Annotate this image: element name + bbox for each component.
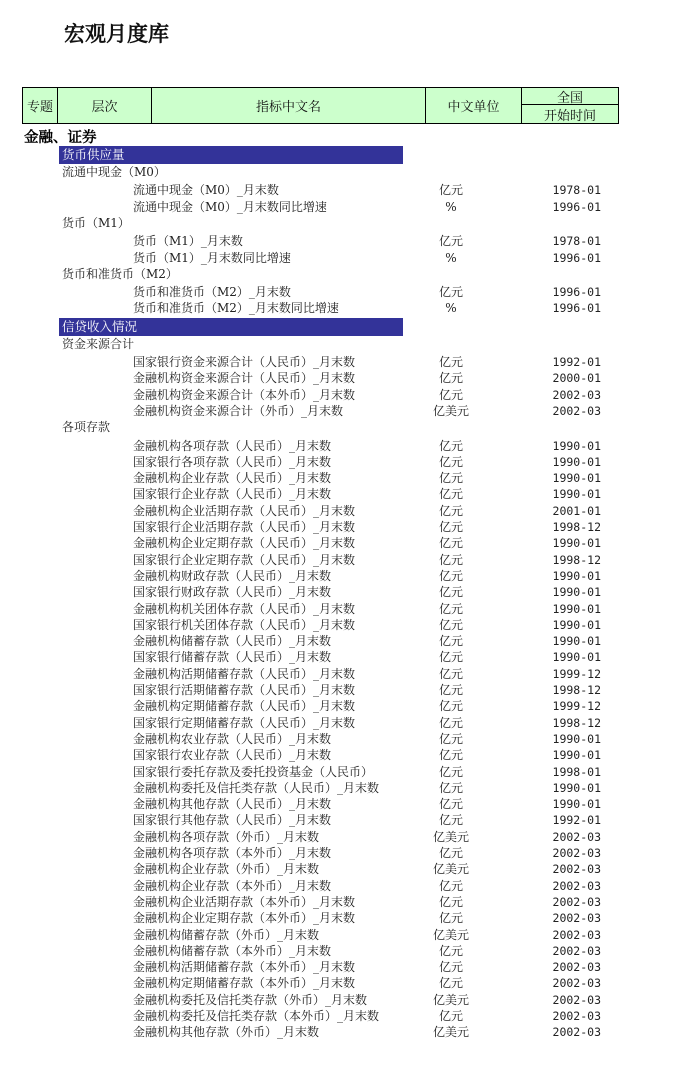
- indicator-name: 货币和准货币（M2）_月末数同比增速: [133, 301, 339, 316]
- table-row: [0, 682, 700, 698]
- indicator-unit: 亿元: [438, 650, 463, 665]
- group-row: [0, 215, 700, 231]
- indicator-start-date: 1990-01: [552, 650, 601, 665]
- indicator-unit: 亿元: [438, 520, 463, 534]
- group-row: [0, 336, 700, 352]
- indicator-name: 国家银行其他存款（人民币）_月末数: [133, 813, 332, 828]
- indicator-start-date: 1999-12: [552, 699, 601, 714]
- indicator-start-date: 1999-12: [552, 666, 601, 681]
- indicator-name: 国家银行农业存款（人民币）_月末数: [133, 748, 332, 763]
- indicator-start-date: 2002-03: [552, 927, 601, 942]
- indicator-start-date: 1996-01: [552, 250, 601, 265]
- table-row: [0, 1024, 700, 1040]
- indicator-name: 国家银行财政存款（人民币）_月末数: [133, 585, 332, 600]
- table-row: [0, 519, 700, 535]
- indicator-start-date: 1990-01: [552, 617, 601, 632]
- header-level: 层次: [58, 88, 152, 123]
- table-row: [0, 894, 700, 910]
- indicator-unit: 亿元: [438, 911, 463, 926]
- table-row: [0, 992, 700, 1008]
- table-row: [0, 747, 700, 763]
- indicator-unit: 亿美元: [432, 829, 469, 844]
- indicator-start-date: 2002-03: [552, 403, 601, 418]
- group-label: 货币（M1）: [62, 215, 130, 230]
- indicator-name: 金融机构活期储蓄存款（本外币）_月末数: [133, 960, 356, 975]
- indicator-name: 国家银行各项存款（人民币）_月末数: [133, 454, 332, 469]
- indicator-unit: 亿元: [438, 731, 463, 746]
- column-header: [22, 87, 619, 124]
- indicator-unit: 亿元: [438, 355, 463, 369]
- table-row: [0, 633, 700, 649]
- indicator-unit: 亿美元: [432, 1025, 469, 1040]
- table-row: [0, 715, 700, 731]
- table-row: [0, 284, 700, 300]
- indicator-start-date: 1992-01: [552, 355, 601, 369]
- indicator-start-date: 2002-03: [552, 976, 601, 991]
- group-label: 货币和准货币（M2）: [62, 266, 178, 281]
- page-title: 宏观月度库: [64, 22, 169, 46]
- indicator-unit: 亿元: [438, 585, 463, 600]
- indicator-start-date: 1990-01: [552, 634, 601, 649]
- indicator-unit: 亿美元: [432, 927, 469, 942]
- group-label: 资金来源合计: [62, 336, 135, 351]
- table-row: [0, 250, 700, 266]
- indicator-start-date: 1978-01: [552, 234, 601, 249]
- indicator-start-date: 1990-01: [552, 471, 601, 486]
- table-row: [0, 300, 700, 316]
- indicator-start-date: 2002-03: [552, 829, 601, 844]
- indicator-unit: 亿美元: [432, 992, 469, 1007]
- section-title: 金融、证券: [24, 130, 97, 146]
- table-row: [0, 812, 700, 828]
- indicator-name: 国家银行企业存款（人民币）_月末数: [133, 487, 332, 502]
- table-row: [0, 878, 700, 894]
- indicator-name: 金融机构企业存款（人民币）_月末数: [133, 471, 332, 486]
- indicator-start-date: 2002-03: [552, 846, 601, 860]
- indicator-start-date: 1998-12: [552, 715, 601, 730]
- table-row: [0, 486, 700, 502]
- indicator-start-date: 2002-03: [552, 911, 601, 926]
- indicator-name: 货币（M1）_月末数同比增速: [133, 250, 291, 265]
- indicator-name: 金融机构资金来源合计（人民币）_月末数: [133, 371, 356, 386]
- indicator-unit: 亿元: [438, 387, 463, 402]
- indicator-unit: 亿元: [438, 797, 463, 812]
- indicator-unit: 亿元: [438, 371, 463, 386]
- header-topic: 专题: [23, 88, 58, 123]
- indicator-start-date: 1998-12: [552, 552, 601, 567]
- indicator-start-date: 1992-01: [552, 813, 601, 828]
- table-row: [0, 387, 700, 403]
- indicator-name: 金融机构储蓄存款（外币）_月末数: [133, 927, 320, 942]
- indicator-start-date: 2002-03: [552, 1009, 601, 1023]
- table-row: [0, 354, 700, 370]
- indicator-unit: 亿元: [438, 568, 463, 583]
- table-row: [0, 943, 700, 959]
- indicator-unit: 亿元: [438, 894, 463, 909]
- indicator-name: 货币（M1）_月末数: [133, 234, 243, 249]
- indicator-unit: 亿元: [438, 552, 463, 567]
- indicator-start-date: 1996-01: [552, 301, 601, 316]
- table-row: [0, 438, 700, 454]
- indicator-unit: 亿元: [438, 943, 463, 958]
- table-row: [0, 829, 700, 845]
- indicator-unit: 亿元: [438, 601, 463, 616]
- table-row: [0, 1008, 700, 1024]
- table-row: [0, 403, 700, 419]
- table-row: [0, 470, 700, 486]
- indicator-name: 金融机构农业存款（人民币）_月末数: [133, 731, 332, 746]
- indicator-unit: 亿元: [438, 715, 463, 730]
- indicator-unit: 亿元: [438, 503, 463, 518]
- indicator-name: 金融机构机关团体存款（人民币）_月末数: [133, 601, 356, 616]
- table-row: [0, 370, 700, 386]
- indicator-unit: 亿元: [438, 634, 463, 649]
- indicator-unit: %: [445, 301, 457, 316]
- indicator-name: 金融机构资金来源合计（本外币）_月末数: [133, 387, 356, 402]
- table-row: [0, 861, 700, 877]
- indicator-start-date: 1990-01: [552, 780, 601, 795]
- indicator-unit: 亿元: [438, 285, 463, 300]
- indicator-start-date: 2002-03: [552, 992, 601, 1007]
- indicator-name: 金融机构其他存款（外币）_月末数: [133, 1025, 320, 1040]
- indicator-start-date: 2002-03: [552, 960, 601, 975]
- table-row: [0, 845, 700, 861]
- indicator-name: 金融机构储蓄存款（本外币）_月末数: [133, 943, 332, 958]
- header-start: 开始时间: [543, 108, 596, 124]
- indicator-unit: 亿元: [438, 234, 463, 249]
- indicator-name: 货币和准货币（M2）_月末数: [133, 285, 291, 300]
- indicator-name: 金融机构委托及信托类存款（人民币）_月末数: [133, 780, 380, 795]
- indicator-name: 金融机构各项存款（外币）_月末数: [133, 829, 320, 844]
- indicator-unit: 亿元: [438, 976, 463, 991]
- indicator-start-date: 2002-03: [552, 862, 601, 877]
- indicator-start-date: 2001-01: [552, 503, 601, 518]
- indicator-start-date: 2002-03: [552, 1025, 601, 1040]
- indicator-name: 金融机构企业定期存款（人民币）_月末数: [133, 536, 356, 551]
- indicator-start-date: 1978-01: [552, 183, 601, 198]
- indicator-start-date: 2002-03: [552, 894, 601, 909]
- table-row: [0, 959, 700, 975]
- group-row: [0, 266, 700, 282]
- indicator-start-date: 1990-01: [552, 797, 601, 812]
- table-row: [0, 568, 700, 584]
- indicator-start-date: 2000-01: [552, 371, 601, 386]
- indicator-name: 金融机构企业存款（本外币）_月末数: [133, 878, 332, 893]
- table-row: [0, 927, 700, 943]
- indicator-name: 流通中现金（M0）_月末数同比增速: [133, 199, 327, 214]
- indicator-unit: 亿元: [438, 764, 463, 779]
- table-row: [0, 601, 700, 617]
- indicator-unit: 亿元: [438, 699, 463, 714]
- indicator-unit: 亿元: [438, 683, 463, 697]
- table-row: [0, 535, 700, 551]
- indicator-name: 金融机构财政存款（人民币）_月末数: [133, 568, 332, 583]
- indicator-unit: 亿元: [438, 748, 463, 763]
- indicator-name: 金融机构各项存款（本外币）_月末数: [133, 846, 332, 860]
- indicator-name: 金融机构企业存款（外币）_月末数: [133, 862, 320, 877]
- table-row: [0, 584, 700, 600]
- indicator-unit: 亿元: [438, 471, 463, 486]
- indicator-unit: 亿元: [438, 846, 463, 860]
- table-row: [0, 780, 700, 796]
- indicator-name: 国家银行企业活期存款（人民币）_月末数: [133, 520, 356, 534]
- indicator-start-date: 1996-01: [552, 285, 601, 300]
- indicator-unit: 亿元: [438, 487, 463, 502]
- indicator-unit: 亿元: [438, 183, 463, 198]
- indicator-unit: 亿元: [438, 438, 463, 453]
- indicator-name: 国家银行委托存款及委托投资基金（人民币）: [133, 764, 374, 779]
- indicator-name: 金融机构资金来源合计（外币）_月末数: [133, 403, 344, 418]
- table-row: [0, 649, 700, 665]
- group-label: 流通中现金（M0）: [62, 165, 166, 179]
- indicator-start-date: 1990-01: [552, 748, 601, 763]
- indicator-unit: %: [445, 250, 457, 265]
- indicator-name: 金融机构企业定期存款（本外币）_月末数: [133, 911, 356, 926]
- indicator-unit: 亿美元: [432, 862, 469, 877]
- indicator-name: 流通中现金（M0）_月末数: [133, 183, 279, 198]
- indicator-unit: 亿元: [438, 780, 463, 795]
- subsection-header: 信贷收入情况: [59, 318, 403, 336]
- indicator-name: 金融机构委托及信托类存款（外币）_月末数: [133, 992, 368, 1007]
- indicator-unit: 亿元: [438, 1009, 463, 1023]
- indicator-start-date: 1990-01: [552, 536, 601, 551]
- table-row: [0, 233, 700, 249]
- indicator-unit: 亿元: [438, 878, 463, 893]
- indicator-name: 金融机构其他存款（人民币）_月末数: [133, 797, 332, 812]
- indicator-name: 金融机构定期储蓄存款（人民币）_月末数: [133, 699, 356, 714]
- table-row: [0, 617, 700, 633]
- table-row: [0, 910, 700, 926]
- table-row: [0, 182, 700, 198]
- indicator-start-date: 1990-01: [552, 487, 601, 502]
- header-region: 全国: [522, 88, 618, 105]
- group-label: 各项存款: [62, 420, 111, 435]
- table-row: [0, 796, 700, 812]
- indicator-start-date: 1990-01: [552, 454, 601, 469]
- indicator-unit: 亿元: [438, 617, 463, 632]
- indicator-name: 国家银行企业定期存款（人民币）_月末数: [133, 552, 356, 567]
- indicator-name: 国家银行资金来源合计（人民币）_月末数: [133, 355, 356, 369]
- indicator-unit: 亿元: [438, 536, 463, 551]
- indicator-name: 金融机构委托及信托类存款（本外币）_月末数: [133, 1009, 380, 1023]
- indicator-name: 金融机构企业活期存款（人民币）_月末数: [133, 503, 356, 518]
- indicator-name: 国家银行机关团体存款（人民币）_月末数: [133, 617, 356, 632]
- indicator-start-date: 1990-01: [552, 438, 601, 453]
- indicator-unit: 亿元: [438, 960, 463, 975]
- indicator-unit: 亿元: [438, 454, 463, 469]
- indicator-name: 金融机构储蓄存款（人民币）_月末数: [133, 634, 332, 649]
- table-row: [0, 199, 700, 215]
- indicator-start-date: 2002-03: [552, 943, 601, 958]
- table-row: [0, 552, 700, 568]
- indicator-start-date: 2002-03: [552, 878, 601, 893]
- indicator-name: 金融机构各项存款（人民币）_月末数: [133, 438, 332, 453]
- indicator-unit: 亿元: [438, 813, 463, 828]
- header-name: 指标中文名: [152, 88, 426, 123]
- indicator-start-date: 2002-03: [552, 387, 601, 402]
- indicator-name: 国家银行定期储蓄存款（人民币）_月末数: [133, 715, 356, 730]
- indicator-start-date: 1990-01: [552, 585, 601, 600]
- indicator-start-date: 1998-12: [552, 683, 601, 697]
- indicator-start-date: 1990-01: [552, 731, 601, 746]
- indicator-unit: 亿元: [438, 666, 463, 681]
- header-unit: 中文单位: [426, 88, 522, 123]
- indicator-start-date: 1998-12: [552, 520, 601, 534]
- table-row: [0, 698, 700, 714]
- indicator-name: 国家银行活期储蓄存款（人民币）_月末数: [133, 683, 356, 697]
- table-row: [0, 503, 700, 519]
- table-row: [0, 731, 700, 747]
- indicator-unit: 亿美元: [432, 403, 469, 418]
- table-row: [0, 666, 700, 682]
- indicator-name: 国家银行储蓄存款（人民币）_月末数: [133, 650, 332, 665]
- indicator-unit: %: [445, 199, 457, 214]
- indicator-name: 金融机构定期储蓄存款（本外币）_月末数: [133, 976, 356, 991]
- subsection-header: 货币供应量: [59, 146, 403, 164]
- indicator-name: 金融机构活期储蓄存款（人民币）_月末数: [133, 666, 356, 681]
- indicator-start-date: 1990-01: [552, 568, 601, 583]
- indicator-start-date: 1998-01: [552, 764, 601, 779]
- group-row: [0, 164, 700, 180]
- table-row: [0, 764, 700, 780]
- indicator-start-date: 1996-01: [552, 199, 601, 214]
- group-row: [0, 419, 700, 435]
- indicator-start-date: 1990-01: [552, 601, 601, 616]
- table-row: [0, 454, 700, 470]
- indicator-name: 金融机构企业活期存款（本外币）_月末数: [133, 894, 356, 909]
- table-row: [0, 975, 700, 991]
